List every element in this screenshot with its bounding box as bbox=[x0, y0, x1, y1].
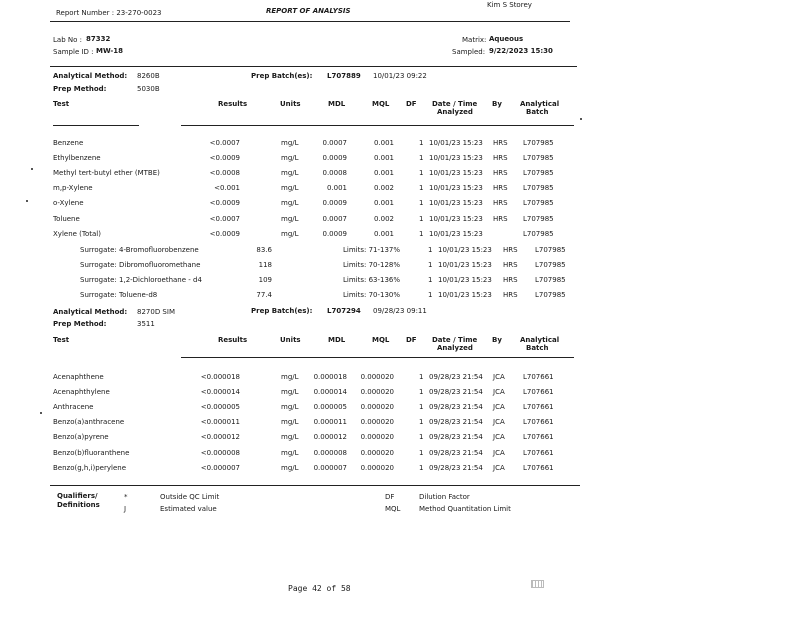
cell-mql: 0.001 bbox=[373, 139, 394, 147]
s1-data-rule bbox=[181, 125, 574, 126]
s2-prep-batch: L707294 bbox=[327, 307, 361, 315]
cell-mdl: 0.001 bbox=[326, 184, 347, 193]
cell-date: 10/01/23 15:23 bbox=[429, 184, 483, 193]
cell-mdl: 0.0009 bbox=[322, 229, 347, 238]
cell-date: 10/01/23 15:23 bbox=[429, 214, 483, 223]
cell-date: 10/01/23 15:23 bbox=[429, 139, 483, 147]
cell-by: HRS bbox=[493, 214, 508, 223]
cell-units: mg/L bbox=[281, 388, 299, 397]
cell-by: JCA bbox=[493, 373, 505, 381]
cell-units: mg/L bbox=[281, 169, 299, 178]
cell-date: 09/28/23 21:54 bbox=[429, 448, 483, 457]
cell-by: HRS bbox=[493, 139, 508, 147]
cell-date: 10/01/23 15:23 bbox=[429, 154, 483, 163]
col-mql: MQL bbox=[372, 336, 390, 344]
cell-mql: 0.000020 bbox=[360, 433, 394, 442]
scan-speck bbox=[31, 168, 33, 170]
cell-mdl: 0.000014 bbox=[313, 388, 347, 397]
surrogate-row bbox=[0, 246, 800, 260]
cell-surrogate-value: 109 bbox=[258, 276, 272, 284]
cell-df: 1 bbox=[419, 154, 424, 163]
col-df: DF bbox=[406, 336, 417, 344]
s2-prep-method-label: Prep Method: bbox=[53, 320, 107, 328]
cell-batch: L707985 bbox=[535, 276, 566, 284]
scan-speck bbox=[580, 118, 582, 120]
cell-units: mg/L bbox=[281, 448, 299, 457]
col-test: Test bbox=[53, 100, 70, 108]
cell-test: Acenaphthene bbox=[53, 373, 104, 381]
cell-df: 1 bbox=[419, 199, 424, 208]
col-batch: Analytical bbox=[520, 336, 560, 344]
qualifier-text-2: Estimated value bbox=[160, 505, 217, 513]
cell-df: 1 bbox=[428, 291, 433, 299]
cell-test: Xylene (Total) bbox=[53, 229, 101, 238]
s2-prep-batch-label: Prep Batch(es): bbox=[251, 307, 313, 315]
matrix-label: Matrix: bbox=[462, 36, 487, 44]
cell-by: JCA bbox=[493, 433, 505, 442]
cell-df: 1 bbox=[419, 184, 424, 193]
cell-mdl: 0.0009 bbox=[322, 154, 347, 163]
cell-result: <0.000011 bbox=[200, 418, 240, 427]
cell-batch: L707661 bbox=[523, 403, 554, 412]
s1-method: 8260B bbox=[137, 72, 160, 80]
cell-by: HRS bbox=[493, 154, 508, 163]
cell-surrogate-name: Surrogate: 1,2-Dichloroethane - d4 bbox=[80, 276, 202, 284]
qualifiers-label: Qualifiers/ bbox=[57, 492, 98, 500]
cell-date: 10/01/23 15:23 bbox=[438, 261, 492, 269]
stamp-mark bbox=[531, 580, 544, 588]
cell-surrogate-limits: Limits: 70-128% bbox=[343, 261, 401, 269]
cell-units: mg/L bbox=[281, 463, 299, 472]
cell-mdl: 0.0007 bbox=[322, 214, 347, 223]
table-row bbox=[0, 449, 800, 463]
cell-df: 1 bbox=[419, 433, 424, 442]
cell-df: 1 bbox=[419, 373, 424, 381]
col-df: DF bbox=[406, 100, 417, 108]
cell-by: HRS bbox=[503, 261, 518, 269]
cell-by: HRS bbox=[493, 184, 508, 193]
qualifier-symbol-1: * bbox=[124, 493, 128, 501]
matrix-value: Aqueous bbox=[489, 35, 524, 43]
cell-result: <0.0007 bbox=[209, 214, 240, 223]
col-units: Units bbox=[280, 336, 301, 344]
cell-batch: L707985 bbox=[523, 139, 554, 147]
cell-batch: L707985 bbox=[523, 229, 554, 238]
cell-surrogate-name: Surrogate: 4-Bromofluorobenzene bbox=[80, 246, 199, 254]
def-symbol-1: DF bbox=[385, 493, 395, 501]
col-units: Units bbox=[280, 100, 301, 108]
cell-by: JCA bbox=[493, 463, 505, 472]
col-results: Results bbox=[218, 336, 248, 344]
cell-batch: L707985 bbox=[535, 291, 566, 299]
cell-by: HRS bbox=[503, 276, 518, 284]
col-test: Test bbox=[53, 336, 70, 344]
cell-df: 1 bbox=[419, 388, 424, 397]
cell-mql: 0.000020 bbox=[360, 373, 394, 381]
cell-by: HRS bbox=[493, 169, 508, 178]
cell-mql: 0.000020 bbox=[360, 463, 394, 472]
col-mql: MQL bbox=[372, 100, 390, 108]
cell-batch: L707661 bbox=[523, 448, 554, 457]
cell-batch: L707661 bbox=[523, 373, 554, 381]
cell-test: o-Xylene bbox=[53, 199, 84, 208]
s2-column-headers bbox=[0, 335, 800, 355]
cell-units: mg/L bbox=[281, 154, 299, 163]
cell-result: <0.000014 bbox=[200, 388, 240, 397]
cell-result: <0.000005 bbox=[200, 403, 240, 412]
cell-by: JCA bbox=[493, 448, 505, 457]
table-row bbox=[0, 230, 800, 244]
report-title: REPORT OF ANALYSIS bbox=[266, 7, 351, 15]
cell-units: mg/L bbox=[281, 214, 299, 223]
cell-date: 10/01/23 15:23 bbox=[429, 199, 483, 208]
surrogate-row bbox=[0, 291, 800, 305]
col-datetime-2: Analyzed bbox=[437, 344, 473, 352]
cell-mdl: 0.0008 bbox=[322, 169, 347, 178]
cell-test: Benzo(g,h,i)perylene bbox=[53, 463, 127, 472]
cell-df: 1 bbox=[419, 169, 424, 178]
cell-batch: L707661 bbox=[523, 433, 554, 442]
cell-result: <0.0008 bbox=[209, 169, 240, 178]
s1-prep-batch-label: Prep Batch(es): bbox=[251, 72, 313, 80]
cell-batch: L707661 bbox=[523, 388, 554, 397]
client-name: Kim S Storey bbox=[487, 1, 532, 9]
cell-mdl: 0.000018 bbox=[313, 373, 347, 381]
col-datetime-2: Analyzed bbox=[437, 108, 473, 116]
cell-surrogate-value: 118 bbox=[258, 261, 272, 269]
cell-surrogate-limits: Limits: 70-130% bbox=[343, 291, 401, 299]
cell-date: 09/28/23 21:54 bbox=[429, 373, 483, 381]
cell-mql: 0.001 bbox=[373, 229, 394, 238]
col-batch-2: Batch bbox=[526, 344, 549, 352]
scan-speck bbox=[26, 200, 28, 202]
s1-prep-batch-time: 10/01/23 09:22 bbox=[373, 72, 427, 80]
cell-mql: 0.000020 bbox=[360, 448, 394, 457]
s2-prep-method: 3511 bbox=[137, 320, 155, 328]
cell-units: mg/L bbox=[281, 199, 299, 208]
cell-by: JCA bbox=[493, 403, 505, 412]
cell-by: HRS bbox=[503, 246, 518, 254]
cell-surrogate-limits: Limits: 71-137% bbox=[343, 246, 401, 254]
cell-result: <0.0007 bbox=[209, 139, 240, 147]
s2-data-rule bbox=[181, 357, 574, 358]
s2-method: 8270D SIM bbox=[137, 308, 175, 316]
cell-result: <0.0009 bbox=[209, 229, 240, 238]
cell-mdl: 0.0007 bbox=[322, 139, 347, 147]
s2-method-label: Analytical Method: bbox=[53, 308, 128, 316]
cell-date: 09/28/23 21:54 bbox=[429, 403, 483, 412]
cell-date: 10/01/23 15:23 bbox=[429, 229, 483, 238]
cell-test: Benzo(a)pyrene bbox=[53, 433, 109, 442]
cell-test: Methyl tert-butyl ether (MTBE) bbox=[53, 169, 160, 178]
cell-mdl: 0.000008 bbox=[313, 448, 347, 457]
cell-date: 09/28/23 21:54 bbox=[429, 418, 483, 427]
cell-surrogate-value: 83.6 bbox=[256, 246, 272, 254]
cell-units: mg/L bbox=[281, 139, 299, 147]
cell-result: <0.0009 bbox=[209, 199, 240, 208]
cell-test: Acenaphthylene bbox=[53, 388, 110, 397]
s1-prep-method-label: Prep Method: bbox=[53, 85, 107, 93]
cell-result: <0.000007 bbox=[200, 463, 240, 472]
cell-by: HRS bbox=[503, 291, 518, 299]
s1-prep-batch: L707889 bbox=[327, 72, 361, 80]
cell-result: <0.0009 bbox=[209, 154, 240, 163]
cell-mql: 0.001 bbox=[373, 169, 394, 178]
cell-date: 09/28/23 21:54 bbox=[429, 433, 483, 442]
qualifier-text-1: Outside QC Limit bbox=[160, 493, 220, 501]
col-mdl: MDL bbox=[328, 336, 346, 344]
cell-batch: L707661 bbox=[523, 418, 554, 427]
cell-date: 10/01/23 15:23 bbox=[438, 291, 492, 299]
table-row bbox=[0, 388, 800, 402]
cell-batch: L707985 bbox=[535, 261, 566, 269]
cell-result: <0.000018 bbox=[200, 373, 240, 381]
cell-batch: L707985 bbox=[523, 154, 554, 163]
cell-mql: 0.001 bbox=[373, 199, 394, 208]
cell-df: 1 bbox=[419, 463, 424, 472]
cell-mdl: 0.000005 bbox=[313, 403, 347, 412]
table-row bbox=[0, 433, 800, 447]
sampled-label: Sampled: bbox=[452, 48, 486, 56]
cell-units: mg/L bbox=[281, 433, 299, 442]
cell-df: 1 bbox=[428, 261, 433, 269]
cell-test: Benzo(b)fluoranthene bbox=[53, 448, 130, 457]
surrogate-row bbox=[0, 276, 800, 290]
table-row bbox=[0, 154, 800, 168]
cell-test: Anthracene bbox=[53, 403, 94, 412]
col-by: By bbox=[492, 100, 502, 108]
cell-result: <0.000008 bbox=[200, 448, 240, 457]
page-number: Page 42 of 58 bbox=[288, 584, 351, 593]
cell-df: 1 bbox=[419, 229, 424, 238]
cell-result: <0.001 bbox=[214, 184, 240, 193]
report-number: Report Number : 23-270-0023 bbox=[56, 9, 162, 17]
s1-column-headers bbox=[0, 99, 800, 119]
table-row bbox=[0, 215, 800, 229]
cell-mdl: 0.000011 bbox=[313, 418, 347, 427]
cell-test: Ethylbenzene bbox=[53, 154, 101, 163]
cell-surrogate-limits: Limits: 63-136% bbox=[343, 276, 401, 284]
cell-date: 09/28/23 21:54 bbox=[429, 388, 483, 397]
table-row bbox=[0, 403, 800, 417]
cell-by: JCA bbox=[493, 388, 505, 397]
cell-mdl: 0.000012 bbox=[313, 433, 347, 442]
col-mdl: MDL bbox=[328, 100, 346, 108]
cell-mdl: 0.000007 bbox=[313, 463, 347, 472]
cell-df: 1 bbox=[428, 246, 433, 254]
cell-mql: 0.002 bbox=[373, 184, 394, 193]
s2-prep-batch-time: 09/28/23 09:11 bbox=[373, 307, 427, 315]
cell-test: Benzo(a)anthracene bbox=[53, 418, 125, 427]
def-text-1: Dilution Factor bbox=[419, 493, 470, 501]
cell-df: 1 bbox=[428, 276, 433, 284]
cell-surrogate-name: Surrogate: Dibromofluoromethane bbox=[80, 261, 201, 269]
cell-batch: L707985 bbox=[535, 246, 566, 254]
cell-units: mg/L bbox=[281, 418, 299, 427]
cell-test: m,p-Xylene bbox=[53, 184, 93, 193]
cell-date: 10/01/23 15:23 bbox=[438, 246, 492, 254]
qualifier-rule bbox=[50, 485, 580, 486]
cell-df: 1 bbox=[419, 214, 424, 223]
cell-units: mg/L bbox=[281, 229, 299, 238]
def-symbol-2: MQL bbox=[385, 505, 401, 513]
cell-units: mg/L bbox=[281, 403, 299, 412]
table-row bbox=[0, 184, 800, 198]
cell-test: Toluene bbox=[53, 214, 80, 223]
table-row bbox=[0, 169, 800, 183]
cell-mql: 0.000020 bbox=[360, 418, 394, 427]
cell-surrogate-name: Surrogate: Toluene-d8 bbox=[80, 291, 158, 299]
sample-id-label: Sample ID : bbox=[53, 48, 94, 56]
cell-units: mg/L bbox=[281, 373, 299, 381]
cell-mdl: 0.0009 bbox=[322, 199, 347, 208]
cell-result: <0.000012 bbox=[200, 433, 240, 442]
col-batch-2: Batch bbox=[526, 108, 549, 116]
cell-date: 09/28/23 21:54 bbox=[429, 463, 483, 472]
s1-method-label: Analytical Method: bbox=[53, 72, 128, 80]
table-row bbox=[0, 418, 800, 432]
cell-mql: 0.002 bbox=[373, 214, 394, 223]
def-text-2: Method Quantitation Limit bbox=[419, 505, 511, 513]
cell-by: JCA bbox=[493, 418, 505, 427]
sampled-value: 9/22/2023 15:30 bbox=[489, 47, 553, 55]
header-rule bbox=[50, 21, 570, 22]
cell-df: 1 bbox=[419, 403, 424, 412]
cell-batch: L707985 bbox=[523, 214, 554, 223]
cell-date: 10/01/23 15:23 bbox=[438, 276, 492, 284]
cell-test: Benzene bbox=[53, 139, 84, 147]
s1-prep-method: 5030B bbox=[137, 85, 160, 93]
col-results: Results bbox=[218, 100, 248, 108]
cell-units: mg/L bbox=[281, 184, 299, 193]
cell-batch: L707985 bbox=[523, 184, 554, 193]
cell-mql: 0.000020 bbox=[360, 388, 394, 397]
cell-mql: 0.001 bbox=[373, 154, 394, 163]
section-rule-top bbox=[50, 66, 577, 67]
cell-batch: L707985 bbox=[523, 199, 554, 208]
table-row bbox=[0, 373, 800, 387]
definitions-label: Definitions bbox=[57, 501, 100, 509]
cell-df: 1 bbox=[419, 418, 424, 427]
table-row bbox=[0, 139, 800, 153]
qualifier-symbol-2: J bbox=[124, 505, 127, 513]
cell-mql: 0.000020 bbox=[360, 403, 394, 412]
lab-no: 87332 bbox=[86, 35, 111, 43]
s1-test-rule bbox=[53, 125, 139, 126]
cell-by: HRS bbox=[493, 199, 508, 208]
surrogate-row bbox=[0, 261, 800, 275]
cell-surrogate-value: 77.4 bbox=[256, 291, 272, 299]
col-by: By bbox=[492, 336, 502, 344]
cell-batch: L707985 bbox=[523, 169, 554, 178]
col-datetime: Date / Time bbox=[432, 100, 478, 108]
cell-df: 1 bbox=[419, 448, 424, 457]
sample-id: MW-18 bbox=[96, 47, 124, 55]
lab-no-label: Lab No : bbox=[53, 36, 82, 44]
cell-df: 1 bbox=[419, 139, 424, 147]
col-datetime: Date / Time bbox=[432, 336, 478, 344]
cell-date: 10/01/23 15:23 bbox=[429, 169, 483, 178]
table-row bbox=[0, 464, 800, 478]
col-batch: Analytical bbox=[520, 100, 560, 108]
cell-batch: L707661 bbox=[523, 463, 554, 472]
table-row bbox=[0, 199, 800, 213]
scan-speck bbox=[40, 412, 42, 414]
